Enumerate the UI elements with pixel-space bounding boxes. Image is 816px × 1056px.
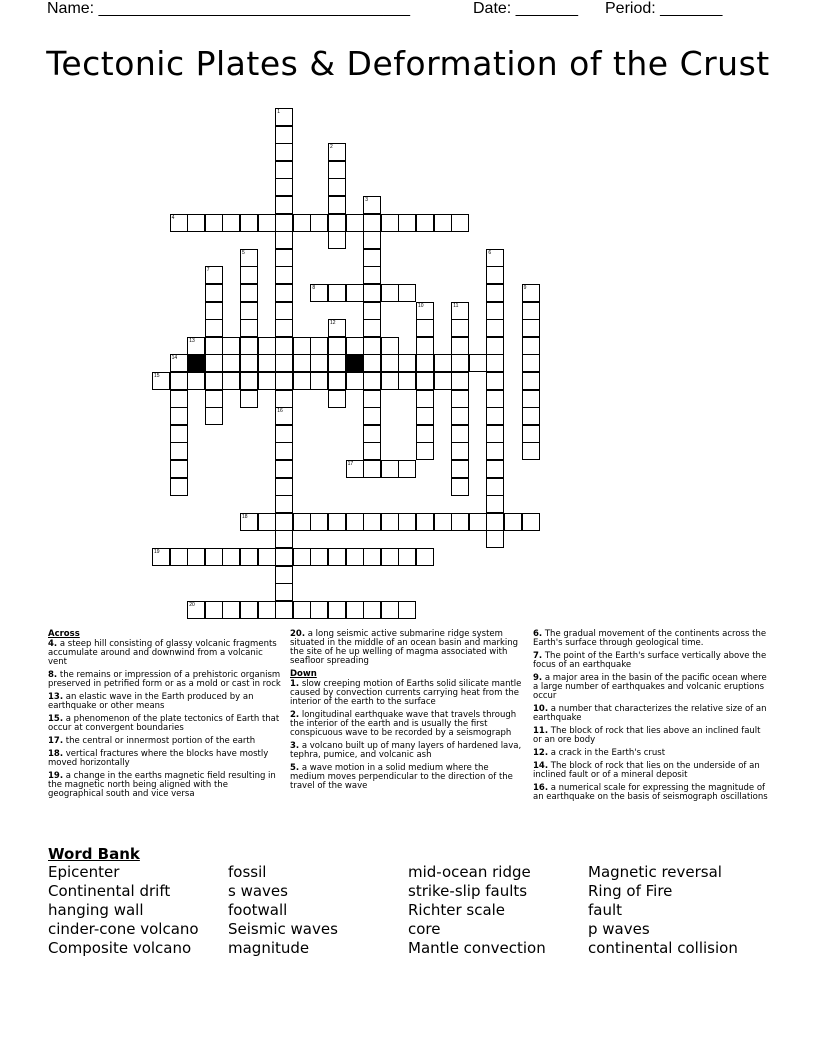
answer-cell[interactable] <box>346 337 364 355</box>
answer-cell[interactable] <box>275 302 293 320</box>
answer-cell[interactable] <box>275 354 293 372</box>
answer-cell[interactable] <box>275 442 293 460</box>
word-bank-column-4 <box>588 863 738 958</box>
answer-cell[interactable] <box>293 372 311 390</box>
answer-cell[interactable] <box>205 390 223 408</box>
answer-cell[interactable] <box>486 284 504 302</box>
answer-cell[interactable] <box>486 372 504 390</box>
answer-cell[interactable] <box>522 513 540 531</box>
answer-cell[interactable] <box>451 390 469 408</box>
answer-cell[interactable] <box>451 407 469 425</box>
answer-cell[interactable] <box>398 284 416 302</box>
clue-number: 3 <box>365 197 368 203</box>
answer-cell[interactable] <box>451 460 469 478</box>
answer-cell[interactable] <box>275 478 293 496</box>
answer-cell[interactable] <box>451 478 469 496</box>
answer-cell[interactable] <box>486 266 504 284</box>
answer-cell[interactable] <box>363 460 381 478</box>
clues-column-2 <box>290 630 526 795</box>
answer-cell[interactable] <box>240 354 258 372</box>
clue-number: 20 <box>189 601 195 608</box>
answer-cell[interactable] <box>451 319 469 337</box>
clue-number: 5 <box>242 249 245 256</box>
answer-cell[interactable] <box>170 407 188 425</box>
clue-down-3: 3. a volcano built up of many layers of hardened lava, tephra, pumice, and volcanic ash <box>290 741 522 760</box>
answer-cell[interactable] <box>258 372 276 390</box>
answer-cell[interactable] <box>363 302 381 320</box>
clue-number: 8 <box>312 285 316 291</box>
answer-cell[interactable] <box>275 390 293 408</box>
answer-cell[interactable] <box>328 196 346 214</box>
clue-down-5: 5. a wave motion in a solid medium where the medium moves perpendicular to the direction of the travel of the wave <box>290 763 513 791</box>
answer-cell[interactable] <box>328 513 346 531</box>
answer-cell[interactable] <box>275 548 293 566</box>
answer-cell[interactable] <box>469 513 487 531</box>
answer-cell[interactable] <box>205 284 223 302</box>
answer-cell[interactable] <box>310 337 328 355</box>
answer-cell[interactable] <box>205 302 223 320</box>
word-bank-item: Epicenter <box>48 863 120 881</box>
word-bank-item: fault <box>588 901 623 919</box>
answer-cell[interactable] <box>346 548 364 566</box>
answer-cell[interactable] <box>522 354 540 372</box>
answer-cell[interactable] <box>522 442 540 460</box>
answer-cell[interactable] <box>486 407 504 425</box>
name-field[interactable]: Name: ___________________________________ <box>47 0 411 17</box>
answer-cell[interactable] <box>398 460 416 478</box>
answer-cell[interactable] <box>346 284 364 302</box>
answer-cell[interactable] <box>381 460 399 478</box>
answer-cell[interactable] <box>240 302 258 320</box>
clue-number: 18 <box>242 513 248 520</box>
answer-cell[interactable] <box>486 460 504 478</box>
word-bank-item: Composite volcano <box>48 939 192 957</box>
answer-cell[interactable] <box>381 372 399 390</box>
answer-cell[interactable] <box>222 372 240 390</box>
answer-cell[interactable] <box>363 354 381 372</box>
clue-number: 6 <box>488 249 492 256</box>
answer-cell[interactable] <box>522 302 540 320</box>
answer-cell[interactable] <box>346 513 364 531</box>
answer-cell[interactable] <box>170 372 188 390</box>
clue-across-17: 17. the central or innermost portion of the earth <box>48 736 256 746</box>
answer-cell[interactable] <box>222 601 240 619</box>
clue-number: 13 <box>189 337 195 344</box>
answer-cell[interactable] <box>451 425 469 443</box>
answer-cell[interactable] <box>170 478 188 496</box>
answer-cell[interactable] <box>275 126 293 144</box>
answer-cell[interactable] <box>434 214 452 232</box>
clue-number: 17 <box>347 461 354 467</box>
answer-cell[interactable] <box>416 337 434 355</box>
answer-cell[interactable] <box>310 601 328 619</box>
answer-cell[interactable] <box>486 337 504 355</box>
answer-cell[interactable] <box>522 319 540 337</box>
answer-cell[interactable] <box>205 337 223 355</box>
answer-cell[interactable] <box>205 319 223 337</box>
answer-cell[interactable] <box>275 425 293 443</box>
answer-cell[interactable] <box>434 513 452 531</box>
answer-cell[interactable] <box>398 548 416 566</box>
answer-cell[interactable] <box>258 354 276 372</box>
answer-cell[interactable] <box>222 214 240 232</box>
answer-cell[interactable] <box>486 354 504 372</box>
answer-cell[interactable] <box>310 372 328 390</box>
answer-cell[interactable] <box>363 442 381 460</box>
answer-cell[interactable] <box>258 337 276 355</box>
answer-cell[interactable] <box>522 407 540 425</box>
answer-cell[interactable] <box>363 266 381 284</box>
answer-cell[interactable] <box>293 513 311 531</box>
answer-cell[interactable] <box>240 548 258 566</box>
clue-number: 16 <box>277 408 283 415</box>
answer-cell[interactable] <box>205 601 223 619</box>
word-bank-item: magnitude <box>228 939 310 957</box>
answer-cell[interactable] <box>398 601 416 619</box>
answer-cell[interactable] <box>275 266 293 284</box>
answer-cell[interactable] <box>486 495 504 513</box>
answer-cell[interactable] <box>187 548 205 566</box>
clue-down-9: 9. a major area in the basin of the pacific ocean where a large number of earthquakes and volcanic eruptions occur <box>533 673 767 701</box>
clue-down-16: 16. a numerical scale for expressing the magnitude of an earthquake on the basis of seismograph oscillations <box>533 783 768 802</box>
answer-cell[interactable] <box>328 161 346 179</box>
word-bank-column-2 <box>228 863 338 958</box>
answer-cell[interactable] <box>486 302 504 320</box>
word-bank-item: Magnetic reversal <box>588 863 722 881</box>
answer-cell[interactable] <box>275 372 293 390</box>
answer-cell[interactable] <box>275 583 293 601</box>
clue-down-1: 1. slow creeping motion of Earths solid silicate mantle caused by convection currents carrying heat from the interior of the earth to the surface <box>290 679 522 707</box>
clue-across-13: 13. an elastic wave in the Earth produced by an earthquake or other means <box>48 692 254 711</box>
clue-across-4: 4. a steep hill consisting of glassy volcanic fragments accumulate around and downwind from a volcanic vent <box>48 639 277 667</box>
clue-number: 15 <box>154 373 160 379</box>
clue-down-14: 14. The block of rock that lies on the underside of an inclined fault or of a mineral deposit <box>533 761 760 780</box>
answer-cell[interactable] <box>381 354 399 372</box>
clues-column-1 <box>48 630 284 803</box>
word-bank-column-1 <box>48 863 199 958</box>
answer-cell[interactable] <box>275 178 293 196</box>
clues-column-3 <box>533 630 769 806</box>
clue-across-15: 15. a phenomenon of the plate tectonics of Earth that occur at convergent boundaries <box>48 714 280 733</box>
answer-cell[interactable] <box>222 548 240 566</box>
answer-cell[interactable] <box>328 284 346 302</box>
answer-cell[interactable] <box>275 214 293 232</box>
answer-cell[interactable] <box>346 601 364 619</box>
across-heading: Across <box>48 629 80 639</box>
word-bank-column-3 <box>408 863 546 958</box>
word-bank-item: mid-ocean ridge <box>408 863 531 881</box>
answer-cell[interactable] <box>187 372 205 390</box>
answer-cell[interactable] <box>275 601 293 619</box>
answer-cell[interactable] <box>258 601 276 619</box>
answer-cell[interactable] <box>416 442 434 460</box>
answer-cell[interactable] <box>205 214 223 232</box>
answer-cell[interactable] <box>205 354 223 372</box>
answer-cell[interactable] <box>451 214 469 232</box>
word-bank-item: Mantle convection <box>408 939 546 957</box>
answer-cell[interactable] <box>328 372 346 390</box>
word-bank-item: continental collision <box>588 939 738 957</box>
answer-cell[interactable] <box>451 354 469 372</box>
answer-cell[interactable] <box>486 390 504 408</box>
word-bank-item: Seismic waves <box>228 920 338 938</box>
answer-cell[interactable] <box>486 530 504 548</box>
answer-cell[interactable] <box>258 548 276 566</box>
word-bank-item: Continental drift <box>48 882 171 900</box>
answer-cell[interactable] <box>363 601 381 619</box>
answer-cell[interactable] <box>416 548 434 566</box>
clue-number: 4 <box>171 214 175 221</box>
answer-cell[interactable] <box>381 601 399 619</box>
answer-cell[interactable] <box>328 178 346 196</box>
answer-cell[interactable] <box>205 548 223 566</box>
word-bank-item: core <box>408 920 441 938</box>
clue-number: 1 <box>277 109 280 115</box>
answer-cell[interactable] <box>363 337 381 355</box>
answer-cell[interactable] <box>258 513 276 531</box>
answer-cell[interactable] <box>258 214 276 232</box>
answer-cell[interactable] <box>240 601 258 619</box>
word-bank-item: p waves <box>588 920 650 938</box>
answer-cell[interactable] <box>240 284 258 302</box>
answer-cell[interactable] <box>416 354 434 372</box>
answer-cell[interactable] <box>346 372 364 390</box>
answer-cell[interactable] <box>416 214 434 232</box>
answer-cell[interactable] <box>416 407 434 425</box>
answer-cell[interactable] <box>275 566 293 584</box>
answer-cell[interactable] <box>205 407 223 425</box>
answer-cell[interactable] <box>240 266 258 284</box>
answer-cell[interactable] <box>293 337 311 355</box>
answer-cell[interactable] <box>363 407 381 425</box>
answer-cell[interactable] <box>522 337 540 355</box>
answer-cell[interactable] <box>398 354 416 372</box>
clue-number: 10 <box>418 302 424 309</box>
answer-cell[interactable] <box>416 425 434 443</box>
answer-cell[interactable] <box>381 214 399 232</box>
answer-cell[interactable] <box>170 390 188 408</box>
page-title: Tectonic Plates & Deformation of the Crust <box>46 44 770 83</box>
answer-cell[interactable] <box>451 372 469 390</box>
answer-cell[interactable] <box>187 214 205 232</box>
clue-number: 14 <box>171 355 178 362</box>
answer-cell[interactable] <box>486 425 504 443</box>
answer-cell[interactable] <box>293 601 311 619</box>
answer-cell[interactable] <box>170 442 188 460</box>
black-cell <box>346 354 364 372</box>
clue-down-12: 12. a crack in the Earth's crust <box>533 748 666 758</box>
answer-cell[interactable] <box>363 372 381 390</box>
answer-cell[interactable] <box>346 214 364 232</box>
answer-cell[interactable] <box>486 513 504 531</box>
answer-cell[interactable] <box>328 337 346 355</box>
clue-across-8: 8. the remains or impression of a prehistoric organism preserved in petrified form or as a mold or cast in rock <box>48 670 281 689</box>
answer-cell[interactable] <box>275 319 293 337</box>
answer-cell[interactable] <box>275 460 293 478</box>
answer-cell[interactable] <box>363 284 381 302</box>
clue-down-10: 10. a number that characterizes the relative size of an earthquake <box>533 704 767 723</box>
answer-cell[interactable] <box>310 354 328 372</box>
answer-cell[interactable] <box>416 372 434 390</box>
answer-cell[interactable] <box>416 319 434 337</box>
clue-down-11: 11. The block of rock that lies above an inclined fault or an ore body <box>533 726 761 745</box>
answer-cell[interactable] <box>522 390 540 408</box>
answer-cell[interactable] <box>416 390 434 408</box>
answer-cell[interactable] <box>381 513 399 531</box>
answer-cell[interactable] <box>275 231 293 249</box>
clue-down-2: 2. longitudinal earthquake wave that travels through the interior of the earth and is usually the first conspicuous wave to be recorded by a seismograph <box>290 710 517 738</box>
clue-number: 19 <box>154 549 160 555</box>
answer-cell[interactable] <box>240 214 258 232</box>
answer-cell[interactable] <box>275 161 293 179</box>
answer-cell[interactable] <box>381 548 399 566</box>
answer-cell[interactable] <box>469 354 487 372</box>
period-field[interactable]: Period: _______ <box>605 0 723 17</box>
answer-cell[interactable] <box>434 372 452 390</box>
clue-across-20: 20. a long seismic active submarine ridge system situated in the middle of an ocean basin and marking the site of he up welling of magma associated with seafloor spreading <box>290 629 519 666</box>
answer-cell[interactable] <box>275 495 293 513</box>
answer-cell[interactable] <box>416 513 434 531</box>
answer-cell[interactable] <box>240 372 258 390</box>
answer-cell[interactable] <box>328 354 346 372</box>
answer-cell[interactable] <box>310 548 328 566</box>
answer-cell[interactable] <box>275 337 293 355</box>
answer-cell[interactable] <box>222 354 240 372</box>
word-bank-item: footwall <box>228 901 288 919</box>
clue-number: 11 <box>453 302 459 309</box>
word-bank-item: Richter scale <box>408 901 506 919</box>
answer-cell[interactable] <box>328 390 346 408</box>
answer-cell[interactable] <box>170 460 188 478</box>
answer-cell[interactable] <box>275 513 293 531</box>
answer-cell[interactable] <box>363 425 381 443</box>
word-bank-item: hanging wall <box>48 901 144 919</box>
answer-cell[interactable] <box>363 319 381 337</box>
answer-cell[interactable] <box>398 513 416 531</box>
word-bank-item: cinder-cone volcano <box>48 920 199 938</box>
answer-cell[interactable] <box>328 548 346 566</box>
answer-cell[interactable] <box>205 372 223 390</box>
answer-cell[interactable] <box>522 372 540 390</box>
answer-cell[interactable] <box>381 337 399 355</box>
clue-number: 9 <box>523 285 527 291</box>
answer-cell[interactable] <box>486 319 504 337</box>
word-bank-item: fossil <box>228 863 267 881</box>
answer-cell[interactable] <box>328 214 346 232</box>
answer-cell[interactable] <box>363 214 381 232</box>
date-field[interactable]: Date: _______ <box>473 0 578 17</box>
answer-cell[interactable] <box>293 354 311 372</box>
answer-cell[interactable] <box>434 354 452 372</box>
answer-cell[interactable] <box>170 548 188 566</box>
down-heading: Down <box>290 669 317 679</box>
clue-number: 2 <box>330 144 333 151</box>
answer-cell[interactable] <box>451 442 469 460</box>
answer-cell[interactable] <box>398 214 416 232</box>
answer-cell[interactable] <box>240 390 258 408</box>
answer-cell[interactable] <box>275 143 293 161</box>
answer-cell[interactable] <box>504 513 522 531</box>
clue-number: 7 <box>206 267 210 274</box>
answer-cell[interactable] <box>486 442 504 460</box>
answer-cell[interactable] <box>398 372 416 390</box>
answer-cell[interactable] <box>222 337 240 355</box>
answer-cell[interactable] <box>486 478 504 496</box>
answer-cell[interactable] <box>451 337 469 355</box>
word-bank-item: s waves <box>228 882 288 900</box>
word-bank-item: strike-slip faults <box>408 882 528 900</box>
answer-cell[interactable] <box>363 548 381 566</box>
answer-cell[interactable] <box>240 319 258 337</box>
clue-number: 12 <box>330 320 336 327</box>
clue-down-6: 6. The gradual movement of the continents across the Earth's surface through geological time. <box>533 629 767 648</box>
answer-cell[interactable] <box>328 231 346 249</box>
answer-cell[interactable] <box>275 284 293 302</box>
answer-cell[interactable] <box>293 214 311 232</box>
answer-cell[interactable] <box>275 196 293 214</box>
answer-cell[interactable] <box>363 390 381 408</box>
answer-cell[interactable] <box>275 530 293 548</box>
answer-cell[interactable] <box>363 249 381 267</box>
answer-cell[interactable] <box>310 513 328 531</box>
word-bank-title: Word Bank <box>48 845 140 863</box>
word-bank-item: Ring of Fire <box>588 882 673 900</box>
answer-cell[interactable] <box>275 249 293 267</box>
answer-cell[interactable] <box>240 337 258 355</box>
answer-cell[interactable] <box>293 548 311 566</box>
black-cell <box>187 354 205 372</box>
answer-cell[interactable] <box>363 513 381 531</box>
clue-down-7: 7. The point of the Earth's surface vertically above the focus of an earthquake <box>533 651 767 670</box>
clue-across-19: 19. a change in the earths magnetic field resulting in the magnetic north being aligned with the geographical south and vice versa <box>48 771 276 799</box>
answer-cell[interactable] <box>381 284 399 302</box>
answer-cell[interactable] <box>451 513 469 531</box>
answer-cell[interactable] <box>328 601 346 619</box>
answer-cell[interactable] <box>310 214 328 232</box>
answer-cell[interactable] <box>522 425 540 443</box>
answer-cell[interactable] <box>170 425 188 443</box>
answer-cell[interactable] <box>363 231 381 249</box>
clue-across-18: 18. vertical fractures where the blocks have mostly moved horizontally <box>48 749 269 768</box>
